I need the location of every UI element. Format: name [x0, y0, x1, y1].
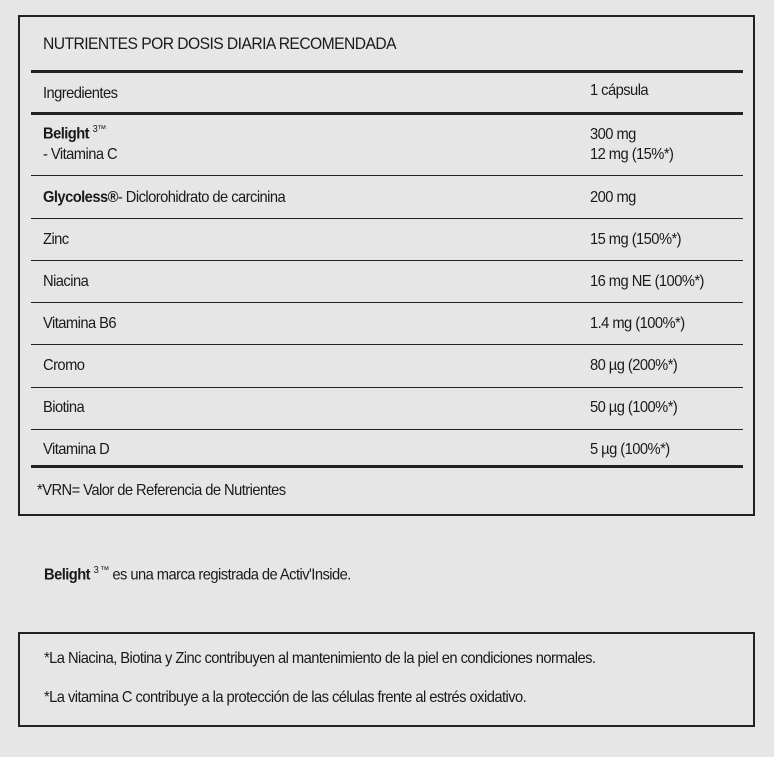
row-name: Belight $^{3™}$	[43, 124, 106, 143]
claim: *La vitamina C contribuye a la protección de las células frente al estrés oxidativo.	[44, 689, 527, 706]
divider	[31, 344, 743, 345]
divider	[31, 70, 743, 73]
claim: *La Niacina, Biotina y Zinc contribuyen al mantenimiento de la piel en condiciones normales.	[44, 650, 596, 667]
header-dose: 1 cápsula	[590, 82, 649, 99]
table-title: NUTRIENTES POR DOSIS DIARIA RECOMENDADA	[43, 34, 397, 53]
divider	[31, 302, 743, 303]
divider	[31, 260, 743, 261]
trademark-note: Belight $^{3 ™}$ es una marca registrada de Activ'Inside.	[44, 565, 351, 584]
row-subvalue: 12 mg (15%*)	[590, 146, 674, 163]
row-value: 15 mg (150%*)	[590, 231, 682, 248]
row-value: 50 µg (100%*)	[590, 399, 678, 416]
row-name: Vitamina D	[43, 441, 110, 458]
row-value: 300 mg	[590, 126, 636, 143]
divider	[31, 175, 743, 176]
divider	[31, 387, 743, 388]
claims-box	[18, 632, 755, 727]
row-value: 5 µg (100%*)	[590, 441, 670, 458]
row-name: Cromo	[43, 357, 85, 374]
row-name: Vitamina B6	[43, 315, 117, 332]
vrn-note: *VRN= Valor de Referencia de Nutrientes	[37, 482, 286, 499]
row-subname: - Vitamina C	[43, 146, 118, 163]
row-name: Glycoless®- Diclorohidrato de carcinina	[43, 189, 286, 206]
divider	[31, 465, 743, 468]
row-name: Zinc	[43, 231, 69, 248]
divider	[31, 112, 743, 115]
row-value: 80 µg (200%*)	[590, 357, 678, 374]
header-ingredients: Ingredientes	[43, 85, 118, 102]
divider	[31, 218, 743, 219]
row-name: Biotina	[43, 399, 85, 416]
row-name: Niacina	[43, 273, 89, 290]
divider	[31, 429, 743, 430]
row-value: 1.4 mg (100%*)	[590, 315, 685, 332]
row-value: 16 mg NE (100%*)	[590, 273, 704, 290]
row-value: 200 mg	[590, 189, 636, 206]
